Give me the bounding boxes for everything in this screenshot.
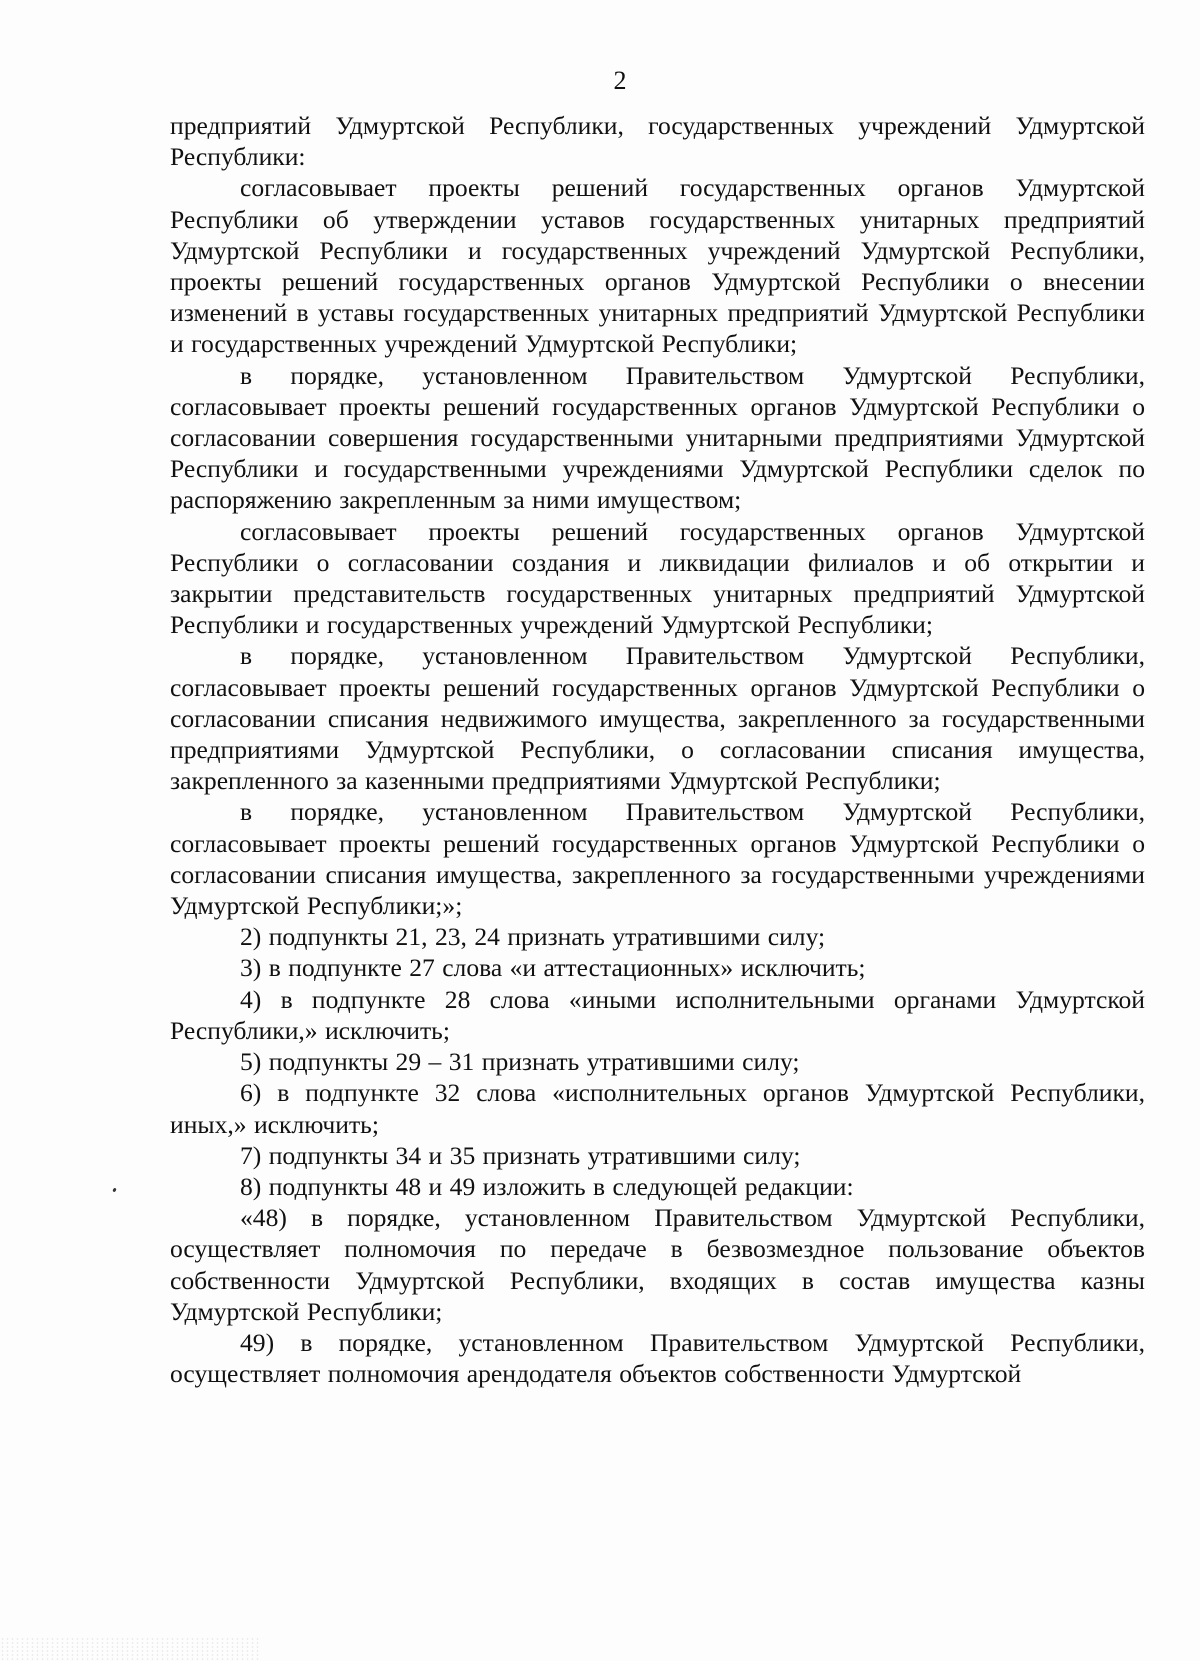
- quoted-item-49: 49) в порядке, установленном Правительством Удмуртской Республики, осуществляет полномочия арендодателя объектов собственности Удмуртской: [170, 1327, 1145, 1389]
- scan-noise: [0, 1637, 260, 1661]
- list-item-3: 3) в подпункте 27 слова «и аттестационных» исключить;: [240, 953, 866, 983]
- list-item-4: 4) в подпункте 28 слова «иными исполнительными органами Удмуртской Республики,» исключить;: [170, 984, 1145, 1045]
- document-body: [170, 110, 1145, 1389]
- paragraph-4: согласовывает проекты решений государственных органов Удмуртской Республики о согласовании создания и ликвидации филиалов и об открытии и закрытии представительств государственных унитарных предприятий Удмуртской Республики и государственных учреждений Удмуртской Республики;: [170, 516, 1145, 640]
- paragraph-5: в порядке, установленном Правительством Удмуртской Республики, согласовывает проекты решений государственных органов Удмуртской Республики о согласовании списания недвижимого имущества, закрепленного за государственными предприятиями Удмуртской Республики, о согласовании списания имущества, закрепленного за казенными предприятиями Удмуртской Республики;: [170, 641, 1145, 796]
- scan-speck: [112, 1188, 117, 1193]
- paragraph-1: предприятий Удмуртской Республики, государственных учреждений Удмуртской Республики:: [170, 111, 1145, 172]
- list-item-2: 2) подпункты 21, 23, 24 признать утратившими силу;: [240, 922, 826, 952]
- paragraph-6: в порядке, установленном Правительством Удмуртской Республики, согласовывает проекты решений государственных органов Удмуртской Республики о согласовании списания имущества, закрепленного за государственными учреждениями Удмуртской Республики;»;: [170, 797, 1145, 921]
- list-item-7: 7) подпункты 34 и 35 признать утратившими силу;: [240, 1140, 801, 1170]
- quoted-item-48: «48) в порядке, установленном Правительством Удмуртской Республики, осуществляет полномочия по передаче в безвозмездное пользование объектов собственности Удмуртской Республики, входящих в состав имущества казны Удмуртской Республики;: [170, 1203, 1145, 1326]
- page-number: 2: [613, 66, 627, 95]
- list-item-8: 8) подпункты 48 и 49 изложить в следующей редакции:: [240, 1171, 854, 1201]
- list-item-6: 6) в подпункте 32 слова «исполнительных органов Удмуртской Республики, иных,» исключить;: [170, 1078, 1145, 1139]
- paragraph-2: согласовывает проекты решений государственных органов Удмуртской Республики об утверждении уставов государственных унитарных предприятий Удмуртской Республики и государственных учреждений Удмуртской Республики, проекты решений государственных органов Удмуртской Республики о внесении изменений в уставы государственных унитарных предприятий Удмуртской Республики и государственных учреждений Удмуртской Республики;: [170, 173, 1145, 359]
- list-item-5: 5) подпункты 29 – 31 признать утратившими силу;: [240, 1047, 800, 1077]
- paragraph-3: в порядке, установленном Правительством Удмуртской Республики, согласовывает проекты решений государственных органов Удмуртской Республики о согласовании совершения государственными унитарными предприятиями Удмуртской Республики и государственными учреждениями Удмуртской Республики сделок по распоряжению закрепленным за ними имуществом;: [170, 360, 1145, 515]
